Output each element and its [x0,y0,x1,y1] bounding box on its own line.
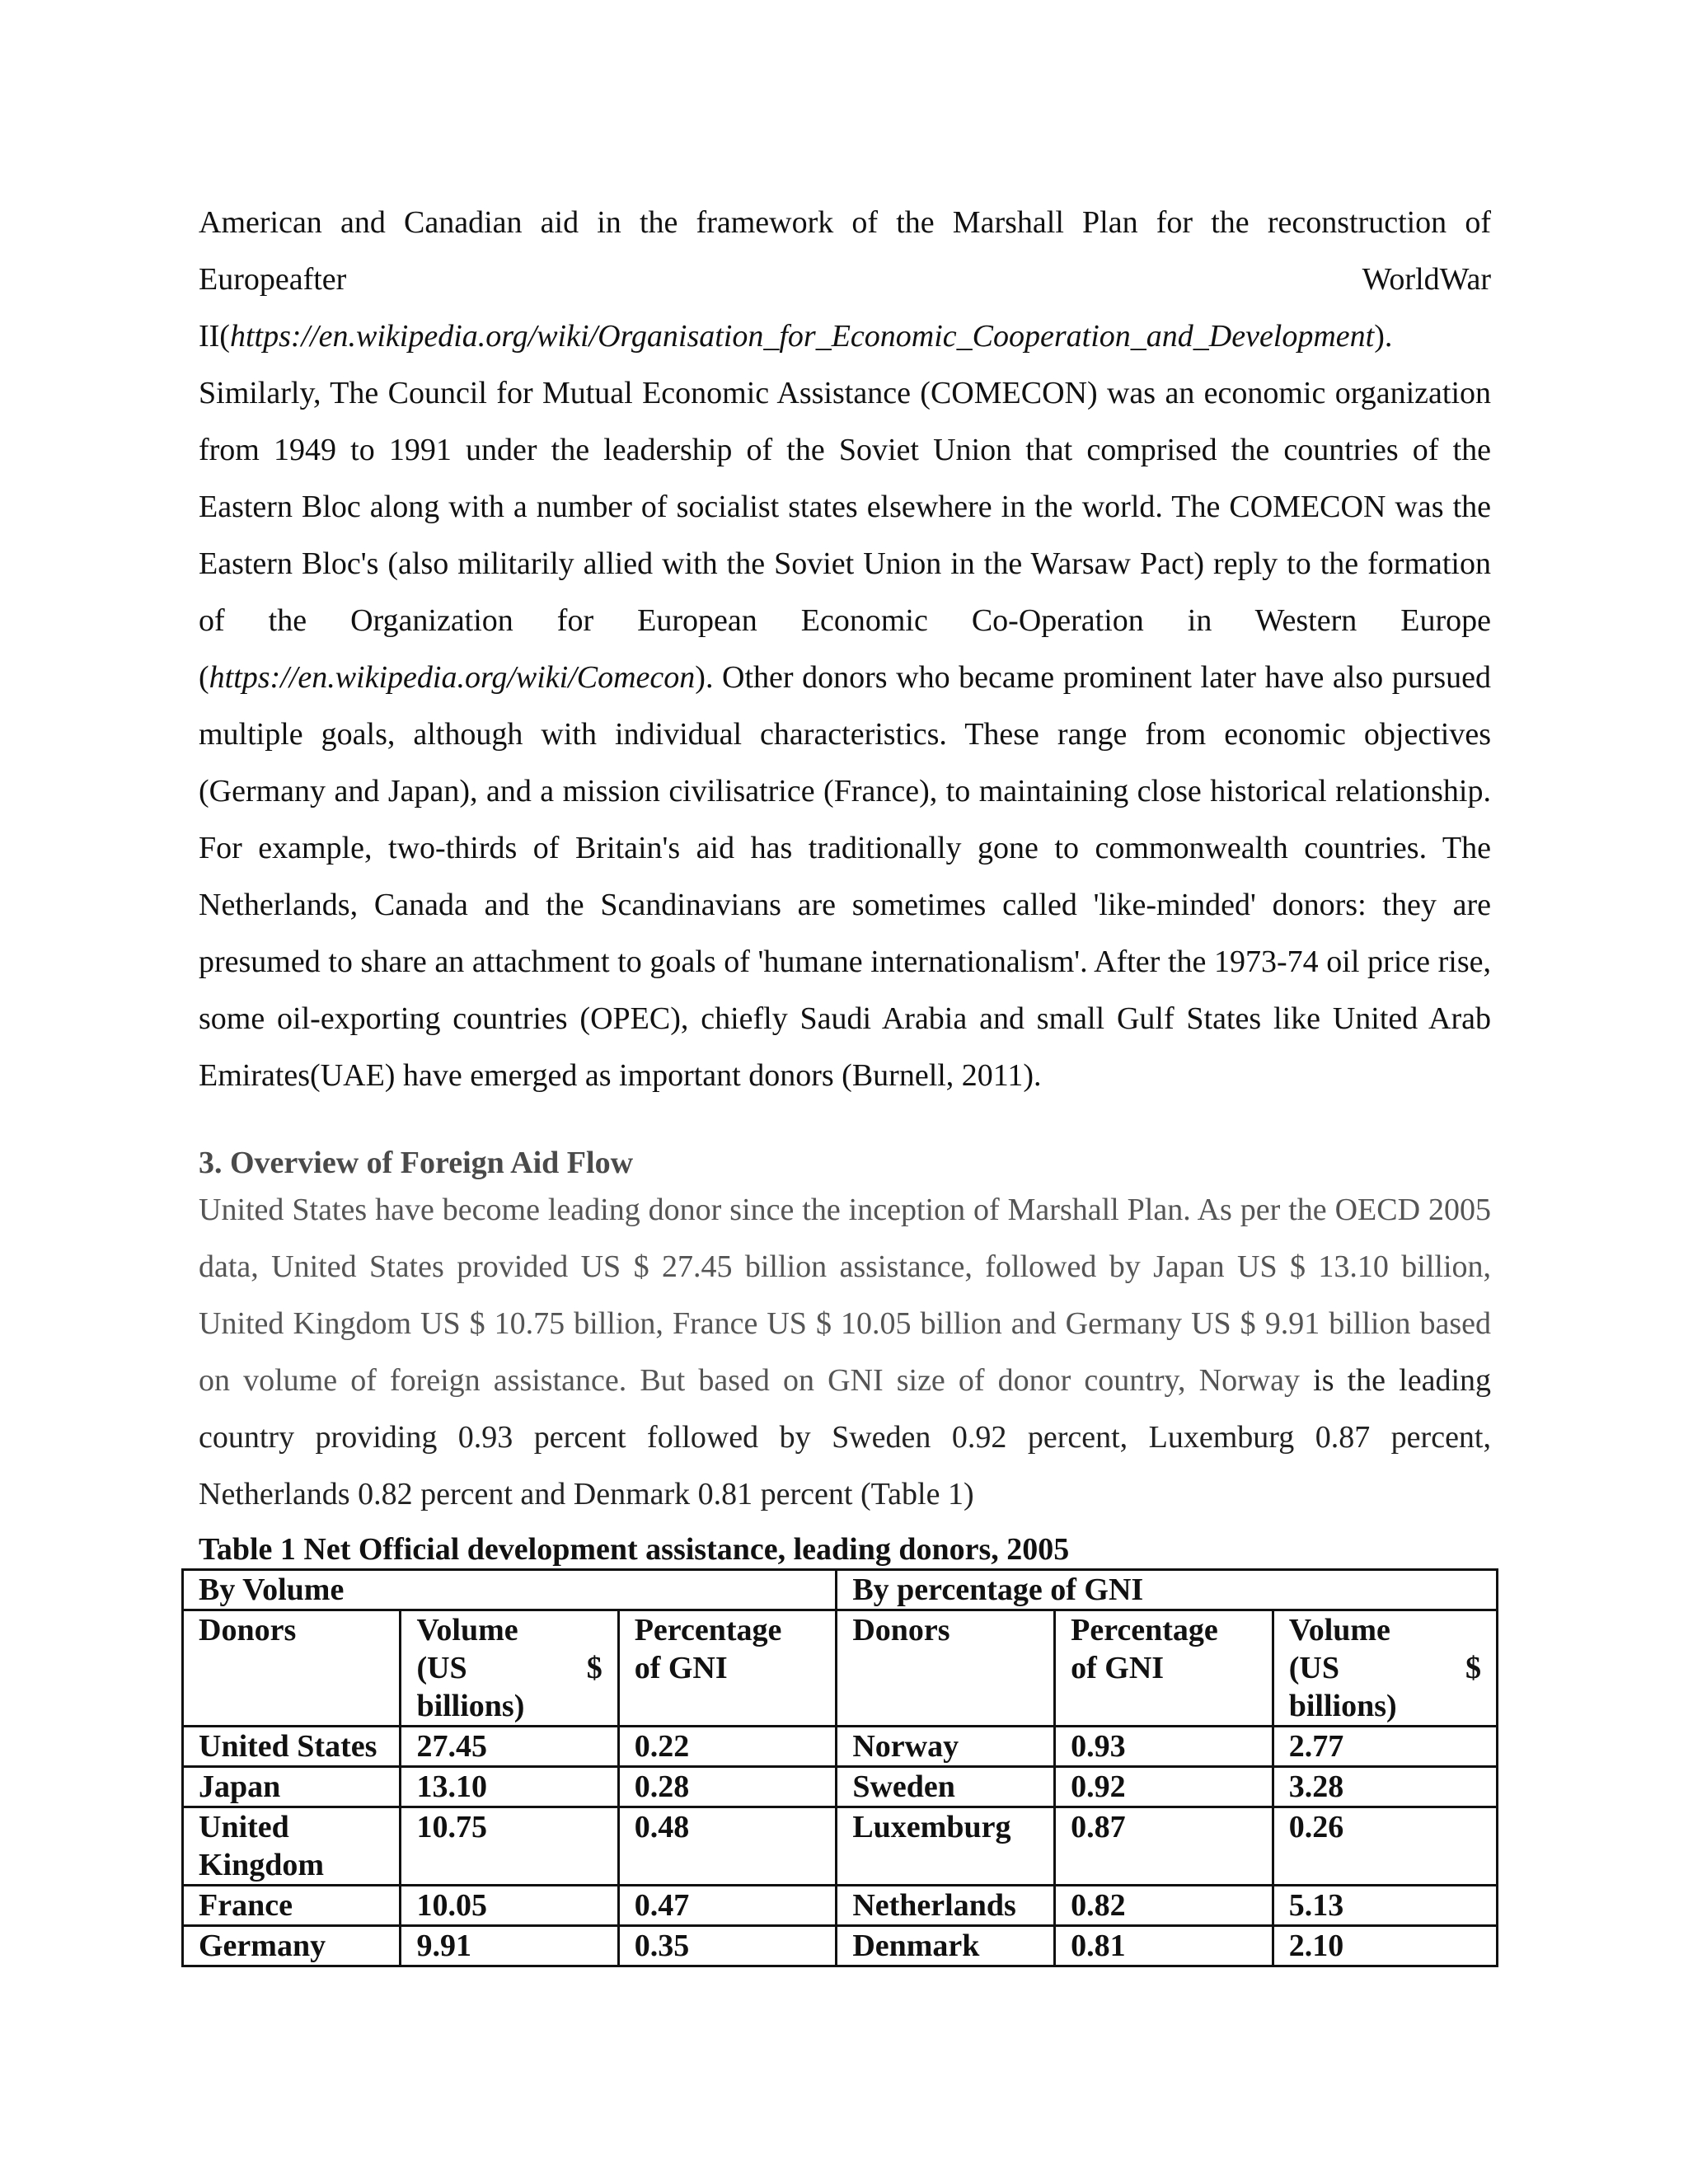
table-cell: 0.28 [618,1767,837,1807]
header-text: of GNI [634,1651,728,1685]
header-text: Volume [1288,1613,1390,1647]
group-header-volume: By Volume [183,1570,837,1610]
table-cell: 2.77 [1273,1727,1497,1767]
header-text: $ [586,1651,603,1685]
header-text: of GNI [1071,1651,1165,1685]
table-cell: Norway [837,1727,1055,1767]
table-row [183,1807,1498,1886]
col-header-donors: Donors [183,1610,401,1727]
table-cell: 9.91 [401,1926,618,1966]
header-text: (US [1288,1651,1339,1685]
paragraph-text: ). Other donors who became prominent later have also pursued multiple goals, although with individual characteristics. These range from economic objectives (Germany and Japan), and a mission civilisatrice (France), to maintaining close historical relationship. For example, two-thirds of Britain's aid has traditionally gone to commonwealth countries. The Netherlands, Canada and the Scandinavians are sometimes called 'like-minded' donors: they are presumed to share an attachment to goals of 'humane internationalism'. After the 1973-74 oil price rise, some oil-exporting countries (OPEC), chiefly Saudi Arabia and small Gulf States like United Arab Emirates(UAE) have emerged as important donors (Burnell, 2011). [199,660,1491,1093]
table-cell: 3.28 [1273,1767,1497,1807]
table-cell: 0.35 [618,1926,837,1966]
table-cell: Japan [183,1767,401,1807]
table-cell: Denmark [837,1926,1055,1966]
header-text: billions) [416,1689,525,1723]
table-cell: Germany [183,1926,401,1966]
paragraph-text-grey: United States have become leading donor since the inception of Marshall Plan. As per the OECD 2005 data, United States provided US $ 27.45 billion assistance, followed by Japan US $ 13.10 billion, United Kingdom US $ 10.75 billion, France US $ 10.05 billion and Germany US $ 9.91 billion based on volume of foreign assistance. But based on GNI size of donor country, Norway [199,1193,1491,1398]
table-cell: 0.22 [618,1727,837,1767]
header-text: $ [1465,1651,1481,1685]
group-header-gni: By percentage of GNI [837,1570,1498,1610]
table-group-header-row [183,1570,1498,1610]
table-row [183,1767,1498,1807]
wikipedia-oecd-citation: https://en.wikipedia.org/wiki/Organisation_for_Economic_Cooperation_and_Development [229,319,1375,354]
header-text: Volume [416,1613,518,1647]
table-cell: United States [183,1727,401,1767]
table-cell: 0.82 [1055,1886,1273,1926]
table-cell: 2.10 [1273,1926,1497,1966]
table-cell: 0.87 [1055,1807,1273,1886]
header-text: billions) [1288,1689,1397,1723]
section-paragraph [199,1182,1491,1523]
paragraph-text: American and Canadian aid in the framework of the Marshall Plan for the reconstruction of Europeafter WorldWar II( [199,205,1491,354]
table-caption: Table 1 Net Official development assistance, leading donors, 2005 [199,1532,1070,1567]
table-cell: United Kingdom [183,1807,401,1886]
table-cell: 27.45 [401,1727,618,1767]
table-cell: 10.75 [401,1807,618,1886]
table-cell: Netherlands [837,1886,1055,1926]
col-header-percentage [618,1610,837,1727]
table-row [183,1727,1498,1767]
table-column-header-row [183,1610,1498,1727]
table-cell: 0.48 [618,1807,837,1886]
paragraph-text-dark: is the leading country providing 0.93 percent followed by Sweden 0.92 percent, Luxemburg 0.87 percent, Netherlands 0.82 percent and Denmark 0.81 percent (Table 1) [199,1363,1491,1511]
table-cell: 5.13 [1273,1886,1497,1926]
table-cell: Sweden [837,1767,1055,1807]
col-header-volume [1273,1610,1497,1727]
body-paragraph-1 [199,194,1491,1104]
table-cell: 0.47 [618,1886,837,1926]
table-row [183,1886,1498,1926]
table-cell: France [183,1886,401,1926]
section-heading: 3. Overview of Foreign Aid Flow [199,1146,634,1180]
aid-donors-table [181,1568,1498,1967]
table-cell: 10.05 [401,1886,618,1926]
document-page [199,194,1491,1523]
table-cell: 0.81 [1055,1926,1273,1966]
table-cell: 0.92 [1055,1767,1273,1807]
paragraph-text: ). Similarly, The Council for Mutual Economic Assistance (COMECON) was an economic organization from 1949 to 1991 under the leadership of the Soviet Union that comprised the countries of the Eastern Bloc along with a number of socialist states elsewhere in the world. The COMECON was the Eastern Bloc's (also militarily allied with the Soviet Union in the Warsaw Pact) reply to the formation of the Organization for European Economic Co-Operation in Western Europe ( [199,319,1491,695]
header-text: Percentage [1071,1613,1218,1647]
table-row [183,1926,1498,1966]
table-cell: 0.93 [1055,1727,1273,1767]
table-cell: Luxemburg [837,1807,1055,1886]
header-text: Percentage [634,1613,782,1647]
col-header-donors: Donors [837,1610,1055,1727]
table-cell: 13.10 [401,1767,618,1807]
col-header-volume [401,1610,618,1727]
table-cell: 0.26 [1273,1807,1497,1886]
wikipedia-comecon-citation: https://en.wikipedia.org/wiki/Comecon [209,660,696,695]
col-header-percentage [1055,1610,1273,1727]
header-text: (US [416,1651,467,1685]
